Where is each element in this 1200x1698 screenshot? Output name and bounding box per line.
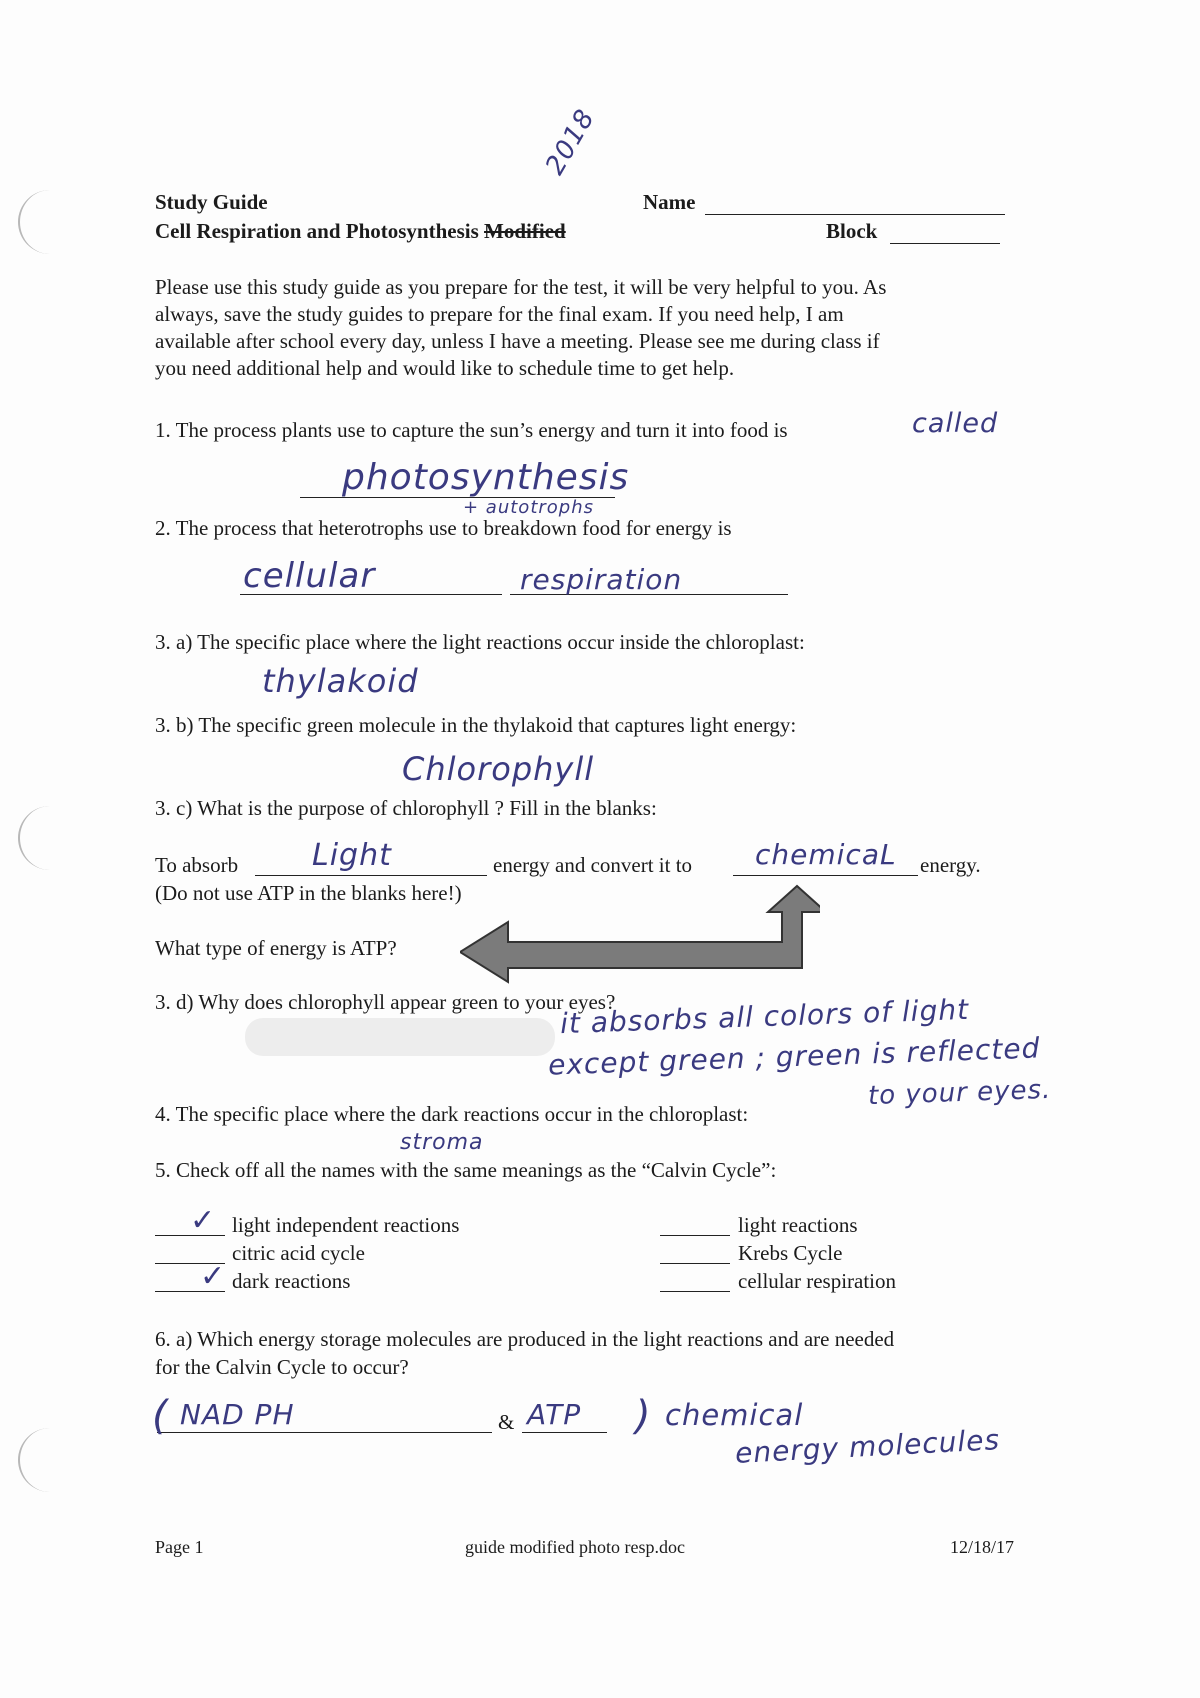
q3c-note: (Do not use ATP in the blanks here!) xyxy=(155,881,462,905)
question-5: 5. Check off all the names with the same meanings as the “Calvin Cycle”: xyxy=(155,1158,777,1182)
q3d-answer-line-1: it absorbs all colors of light xyxy=(559,992,970,1041)
q3b-answer: Chlorophyll xyxy=(402,750,595,788)
block-label: Block xyxy=(826,219,878,243)
q5-option-light-independent: light independent reactions xyxy=(232,1213,460,1237)
q3c-answer-2: chemicaL xyxy=(755,838,897,871)
intro-line-2: always, save the study guides to prepare for the final exam. If you need help, I am xyxy=(155,302,844,326)
q5-option-krebs-cycle: Krebs Cycle xyxy=(738,1241,843,1265)
intro-line-4: you need additional help and would like to schedule time to get help. xyxy=(155,356,735,380)
q5-option-citric-acid: citric acid cycle xyxy=(232,1241,365,1265)
binder-hole xyxy=(18,806,64,870)
q2-insert-annotation: + autotrophs xyxy=(463,497,594,518)
q2-answer-1: cellular xyxy=(243,556,376,596)
q6a-answer-line-1[interactable] xyxy=(157,1432,492,1433)
subtitle-main: Cell Respiration and Photosynthesis xyxy=(155,219,479,243)
q6a-answer-2: ATP xyxy=(527,1398,582,1431)
q3a-answer: thylakoid xyxy=(262,662,419,700)
q3d-answer-line-2: except green ; green is reflected xyxy=(547,1031,1041,1082)
year-annotation: 2018 xyxy=(540,104,602,180)
q3c-end: energy. xyxy=(920,853,981,877)
eraser-smudge xyxy=(245,1018,555,1056)
q1-answer: photosynthesis xyxy=(342,457,630,498)
q3c-atp-question: What type of energy is ATP? xyxy=(155,936,397,960)
footer-date: 12/18/17 xyxy=(950,1537,1015,1557)
q4-answer: stroma xyxy=(400,1130,484,1155)
question-6a-line-2: for the Calvin Cycle to occur? xyxy=(155,1355,409,1379)
check-icon: ✓ xyxy=(190,1203,217,1238)
q3c-to-absorb: To absorb xyxy=(155,853,239,877)
question-3d: 3. d) Why does chlorophyll appear green to your eyes? xyxy=(155,990,616,1014)
q6a-note-1: chemical xyxy=(665,1398,804,1432)
q5-check-blank[interactable] xyxy=(660,1263,730,1264)
q6a-answer-1: NAD PH xyxy=(180,1398,295,1431)
q3c-blank-1[interactable] xyxy=(255,875,487,876)
binder-hole xyxy=(18,1428,64,1492)
question-2: 2. The process that heterotrophs use to breakdown food for energy is xyxy=(155,516,732,540)
q6a-paren-close: ) xyxy=(635,1393,652,1439)
guide-title: Study Guide xyxy=(155,190,268,214)
q6a-answer-line-2[interactable] xyxy=(522,1432,607,1433)
guide-subtitle xyxy=(155,219,566,244)
q6a-paren-open: ( xyxy=(152,1393,169,1439)
q5-check-blank[interactable] xyxy=(660,1235,730,1236)
q3c-blank-2[interactable] xyxy=(733,875,918,876)
q3c-middle: energy and convert it to xyxy=(493,853,693,877)
q5-option-light-reactions: light reactions xyxy=(738,1213,858,1237)
q6a-ampersand: & xyxy=(498,1410,515,1434)
question-3c: 3. c) What is the purpose of chlorophyll ? Fill in the blanks: xyxy=(155,796,657,820)
block-field[interactable] xyxy=(890,243,1000,244)
arrow-icon xyxy=(460,880,820,990)
subtitle-struck: Modified xyxy=(484,219,566,243)
q5-option-cellular-respiration: cellular respiration xyxy=(738,1269,897,1293)
footer-file: guide modified photo resp.doc xyxy=(465,1537,685,1557)
q5-option-dark-reactions: dark reactions xyxy=(232,1269,351,1293)
binder-hole xyxy=(18,190,64,254)
q5-check-blank[interactable] xyxy=(660,1291,730,1292)
intro-line-1: Please use this study guide as you prepare for the test, it will be very helpful to you. As xyxy=(155,275,887,299)
q1-annotation: called xyxy=(912,408,999,439)
q3d-answer-line-3: to your eyes. xyxy=(867,1074,1052,1112)
check-icon: ✓ xyxy=(200,1259,227,1294)
q6a-note-2: energy molecules xyxy=(734,1423,1001,1470)
q3c-answer-1: Light xyxy=(312,838,392,873)
question-3b: 3. b) The specific green molecule in the thylakoid that captures light energy: xyxy=(155,713,797,737)
name-label: Name xyxy=(643,190,696,214)
question-6a-line-1: 6. a) Which energy storage molecules are produced in the light reactions and are needed xyxy=(155,1327,895,1351)
footer-page: Page 1 xyxy=(155,1537,204,1557)
question-1: 1. The process plants use to capture the sun’s energy and turn it into food is xyxy=(155,418,788,442)
q2-answer-2: respiration xyxy=(520,563,683,596)
name-field[interactable] xyxy=(705,214,1005,215)
question-3a: 3. a) The specific place where the light reactions occur inside the chloroplast: xyxy=(155,630,805,654)
intro-line-3: available after school every day, unless I have a meeting. Please see me during class if xyxy=(155,329,880,353)
question-4: 4. The specific place where the dark reactions occur in the chloroplast: xyxy=(155,1102,749,1126)
